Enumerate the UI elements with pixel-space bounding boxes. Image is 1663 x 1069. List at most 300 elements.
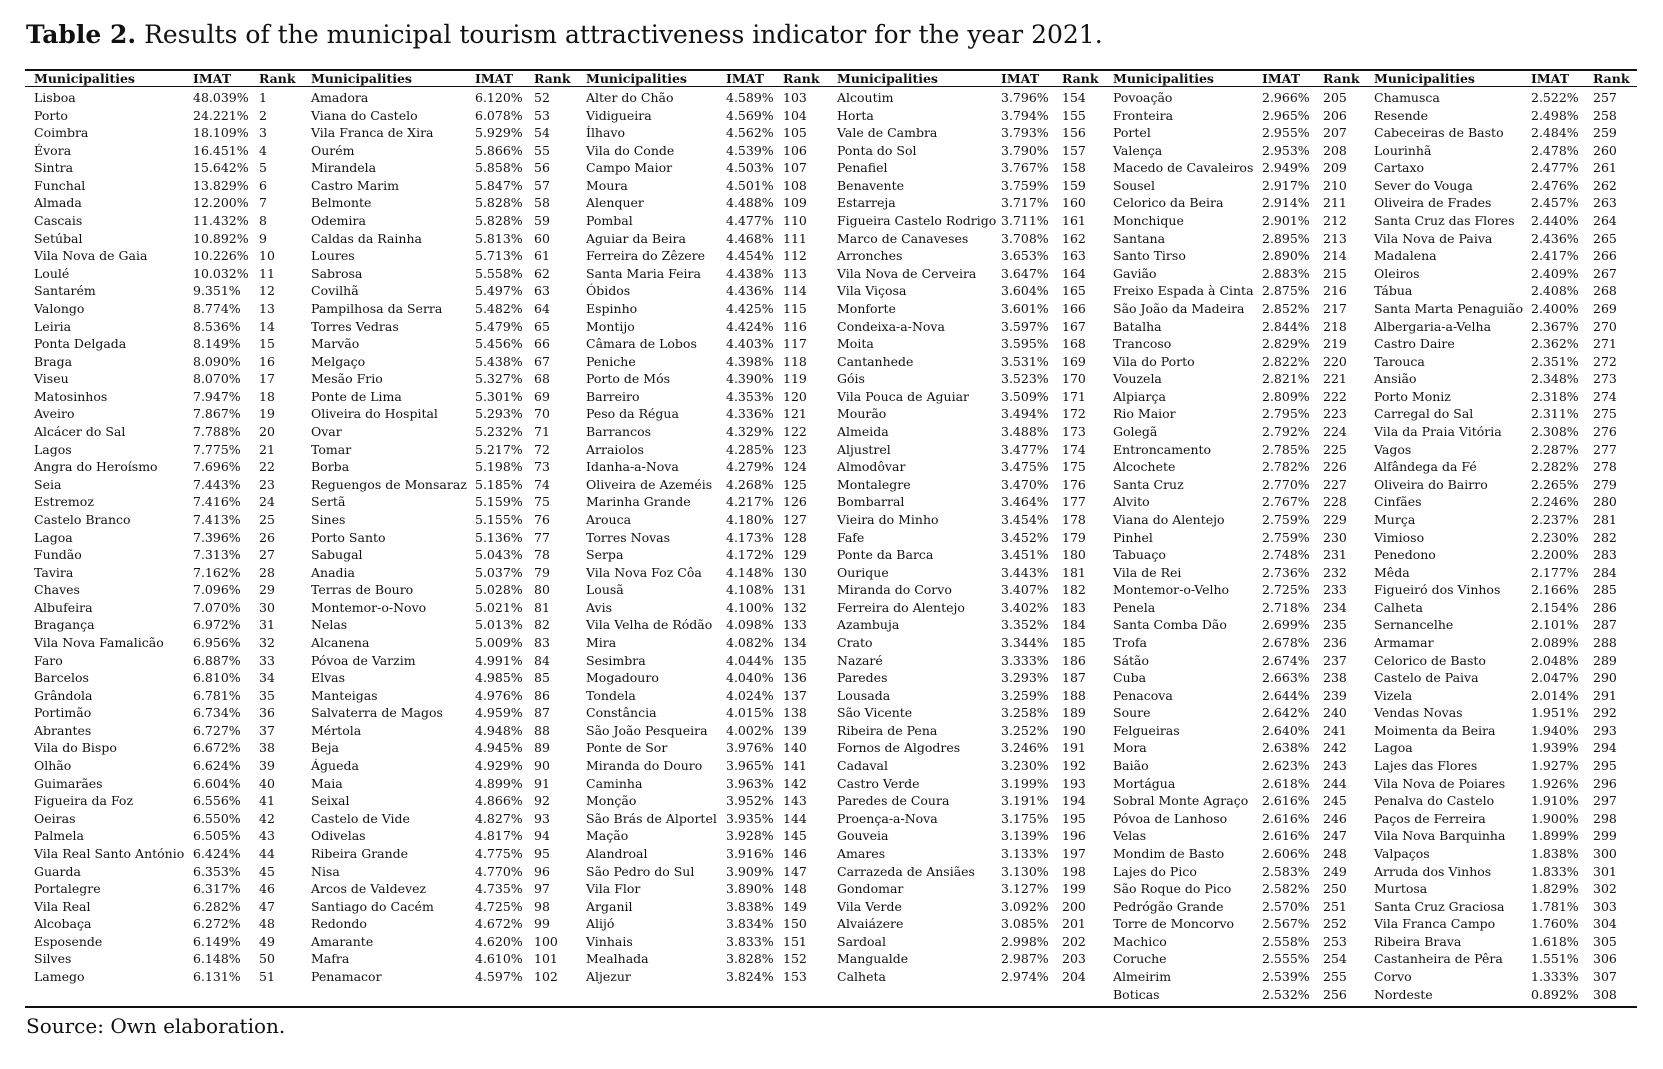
rank-cell: 196 <box>1062 828 1086 844</box>
rank-cell: 146 <box>783 845 807 861</box>
imat-cell: 4.817% <box>475 828 523 844</box>
rank-cell: 93 <box>534 810 550 826</box>
municipality-cell: Peniche <box>586 353 636 369</box>
imat-cell: 2.478% <box>1531 142 1579 158</box>
imat-cell: 3.711% <box>1001 213 1049 229</box>
rank-cell: 140 <box>783 740 807 756</box>
imat-cell: 6.353% <box>193 863 241 879</box>
imat-cell: 3.890% <box>726 881 774 897</box>
rank-cell: 179 <box>1062 529 1086 545</box>
imat-cell: 3.133% <box>1001 845 1049 861</box>
rank-cell: 125 <box>783 476 807 492</box>
rank-cell: 257 <box>1593 90 1617 105</box>
rank-cell: 268 <box>1593 283 1617 299</box>
municipality-cell: Figueira Castelo Rodrigo <box>837 213 997 229</box>
imat-cell: 6.120% <box>475 90 523 105</box>
imat-cell: 3.402% <box>1001 599 1049 615</box>
rank-cell: 70 <box>534 406 550 422</box>
municipality-cell: Alvaiázere <box>837 916 904 932</box>
imat-cell: 2.623% <box>1262 758 1310 774</box>
municipality-cell: Nelas <box>311 617 348 633</box>
municipality-cell: Viseu <box>34 371 69 387</box>
imat-cell: 5.327% <box>475 371 523 387</box>
rank-cell: 6 <box>259 177 267 193</box>
municipality-cell: Covilhã <box>311 283 359 299</box>
rank-cell: 95 <box>534 845 550 861</box>
municipality-cell: Miranda do Douro <box>586 758 703 774</box>
imat-cell: 3.647% <box>1001 265 1049 281</box>
imat-cell: 5.159% <box>475 494 523 510</box>
imat-cell: 4.985% <box>475 670 523 686</box>
municipality-cell: Alijó <box>586 916 615 932</box>
imat-cell: 6.282% <box>193 898 241 914</box>
rank-cell: 104 <box>783 107 807 123</box>
rank-cell: 178 <box>1062 511 1086 527</box>
rank-cell: 16 <box>259 353 275 369</box>
imat-cell: 5.301% <box>475 388 523 404</box>
rank-cell: 298 <box>1593 810 1617 826</box>
imat-cell: 1.838% <box>1531 845 1579 861</box>
imat-cell: 5.828% <box>475 213 523 229</box>
rank-cell: 90 <box>534 758 550 774</box>
rank-cell: 242 <box>1323 740 1347 756</box>
municipality-cell: Vimioso <box>1374 529 1425 545</box>
municipality-cell: Alcobaça <box>34 916 92 932</box>
rank-cell: 48 <box>259 916 275 932</box>
imat-cell: 4.503% <box>726 160 774 176</box>
rank-cell: 128 <box>783 529 807 545</box>
imat-cell: 3.767% <box>1001 160 1049 176</box>
imat-cell: 2.014% <box>1531 687 1579 703</box>
rank-cell: 34 <box>259 670 275 686</box>
imat-cell: 4.108% <box>726 582 774 598</box>
municipality-cell: Porto Moniz <box>1374 388 1451 404</box>
rank-cell: 165 <box>1062 283 1086 299</box>
municipality-cell: Ovar <box>311 424 342 440</box>
rank-cell: 8 <box>259 213 267 229</box>
rank-cell: 286 <box>1593 599 1617 615</box>
municipality-cell: Sever do Vouga <box>1374 177 1473 193</box>
rank-cell: 155 <box>1062 107 1086 123</box>
rank-cell: 237 <box>1323 652 1347 668</box>
rank-cell: 236 <box>1323 634 1347 650</box>
municipality-cell: Melgaço <box>311 353 366 369</box>
municipality-cell: Fafe <box>837 529 865 545</box>
rank-cell: 197 <box>1062 845 1086 861</box>
imat-cell: 3.451% <box>1001 547 1049 563</box>
imat-cell: 6.734% <box>193 705 241 721</box>
rank-cell: 35 <box>259 687 275 703</box>
municipality-cell: Castelo Branco <box>34 511 131 527</box>
municipality-cell: Loulé <box>34 265 70 281</box>
rank-cell: 113 <box>783 265 807 281</box>
rank-cell: 215 <box>1323 265 1347 281</box>
imat-cell: 2.417% <box>1531 248 1579 264</box>
municipality-cell: Portel <box>1113 125 1151 141</box>
rank-cell: 107 <box>783 160 807 176</box>
imat-cell: 2.089% <box>1531 634 1579 650</box>
imat-cell: 3.494% <box>1001 406 1049 422</box>
imat-cell: 2.348% <box>1531 371 1579 387</box>
municipality-cell: Celorico da Beira <box>1113 195 1224 211</box>
rank-cell: 55 <box>534 142 550 158</box>
municipality-cell: Belmonte <box>311 195 372 211</box>
imat-cell: 2.644% <box>1262 687 1310 703</box>
rank-cell: 18 <box>259 388 275 404</box>
municipality-cell: Vieira do Minho <box>837 511 939 527</box>
table-caption <box>26 20 1103 50</box>
municipality-cell: Ferreira do Alentejo <box>837 599 965 615</box>
imat-cell: 2.177% <box>1531 564 1579 580</box>
municipality-cell: Ílhavo <box>586 125 626 141</box>
imat-cell: 3.952% <box>726 793 774 809</box>
rank-cell: 160 <box>1062 195 1086 211</box>
imat-cell: 2.638% <box>1262 740 1310 756</box>
municipality-cell: Serpa <box>586 547 624 563</box>
rank-cell: 118 <box>783 353 807 369</box>
column-header-municipality: Municipalities <box>311 71 412 86</box>
rank-cell: 53 <box>534 107 550 123</box>
imat-cell: 3.092% <box>1001 898 1049 914</box>
rank-cell: 157 <box>1062 142 1086 158</box>
rank-cell: 291 <box>1593 687 1617 703</box>
municipality-cell: Valença <box>1113 142 1163 158</box>
rank-cell: 231 <box>1323 547 1347 563</box>
imat-cell: 3.759% <box>1001 177 1049 193</box>
rank-cell: 167 <box>1062 318 1086 334</box>
imat-cell: 4.589% <box>726 90 774 105</box>
rank-cell: 161 <box>1062 213 1086 229</box>
municipality-cell: Amadora <box>311 90 369 105</box>
rank-cell: 84 <box>534 652 550 668</box>
imat-cell: 4.477% <box>726 213 774 229</box>
imat-cell: 4.424% <box>726 318 774 334</box>
municipality-cell: Porto <box>34 107 68 123</box>
municipality-cell: Proença-a-Nova <box>837 810 938 826</box>
imat-cell: 3.935% <box>726 810 774 826</box>
rank-cell: 133 <box>783 617 807 633</box>
municipality-cell: Golegã <box>1113 424 1158 440</box>
rank-cell: 256 <box>1323 986 1347 1002</box>
municipality-cell: São Roque do Pico <box>1113 881 1232 897</box>
imat-cell: 4.620% <box>475 933 523 949</box>
rank-cell: 204 <box>1062 969 1086 984</box>
municipality-cell: Odemira <box>311 213 366 229</box>
imat-cell: 6.149% <box>193 933 241 949</box>
imat-cell: 2.966% <box>1262 90 1310 105</box>
municipality-cell: Porto de Mós <box>586 371 671 387</box>
imat-cell: 5.929% <box>475 125 523 141</box>
rank-cell: 78 <box>534 547 550 563</box>
rank-cell: 217 <box>1323 300 1347 316</box>
rank-cell: 271 <box>1593 336 1617 352</box>
rank-cell: 144 <box>783 810 807 826</box>
imat-cell: 2.246% <box>1531 494 1579 510</box>
municipality-cell: Faro <box>34 652 63 668</box>
rank-cell: 238 <box>1323 670 1347 686</box>
municipality-cell: Vidigueira <box>586 107 652 123</box>
imat-cell: 6.556% <box>193 793 241 809</box>
rank-cell: 129 <box>783 547 807 563</box>
rank-cell: 307 <box>1593 969 1617 984</box>
municipality-cell: Tarouca <box>1374 353 1425 369</box>
imat-cell: 3.824% <box>726 969 774 984</box>
imat-cell: 3.604% <box>1001 283 1049 299</box>
municipality-cell: Mêda <box>1374 564 1410 580</box>
municipality-cell: Leiria <box>34 318 72 334</box>
imat-cell: 4.945% <box>475 740 523 756</box>
column-header-rank: Rank <box>1323 71 1360 86</box>
imat-cell: 2.498% <box>1531 107 1579 123</box>
municipality-cell: Vila Nova de Paiva <box>1374 230 1493 246</box>
rank-cell: 23 <box>259 476 275 492</box>
rank-cell: 248 <box>1323 845 1347 861</box>
imat-cell: 2.974% <box>1001 969 1049 984</box>
rank-cell: 145 <box>783 828 807 844</box>
municipality-cell: Marvão <box>311 336 360 352</box>
rank-cell: 142 <box>783 775 807 791</box>
rank-cell: 63 <box>534 283 550 299</box>
rank-cell: 233 <box>1323 582 1347 598</box>
rank-cell: 294 <box>1593 740 1617 756</box>
rank-cell: 114 <box>783 283 807 299</box>
imat-cell: 2.570% <box>1262 898 1310 914</box>
imat-cell: 4.015% <box>726 705 774 721</box>
rank-cell: 280 <box>1593 494 1617 510</box>
municipality-cell: Viana do Castelo <box>311 107 418 123</box>
municipality-cell: Barreiro <box>586 388 640 404</box>
imat-cell: 5.858% <box>475 160 523 176</box>
rank-cell: 278 <box>1593 459 1617 475</box>
imat-cell: 3.976% <box>726 740 774 756</box>
rank-cell: 111 <box>783 230 807 246</box>
municipality-cell: Bombarral <box>837 494 905 510</box>
rank-cell: 46 <box>259 881 275 897</box>
rank-cell: 64 <box>534 300 550 316</box>
imat-cell: 4.002% <box>726 722 774 738</box>
municipality-cell: Ponte da Barca <box>837 547 934 563</box>
imat-cell: 2.555% <box>1262 951 1310 967</box>
imat-cell: 2.318% <box>1531 388 1579 404</box>
imat-cell: 2.230% <box>1531 529 1579 545</box>
imat-cell: 3.523% <box>1001 371 1049 387</box>
rank-cell: 100 <box>534 933 558 949</box>
rank-cell: 38 <box>259 740 275 756</box>
municipality-cell: Sardoal <box>837 933 886 949</box>
municipality-cell: Peso da Régua <box>586 406 679 422</box>
municipality-cell: Vila Verde <box>837 898 902 914</box>
municipality-cell: Corvo <box>1374 969 1412 984</box>
rank-cell: 74 <box>534 476 550 492</box>
imat-cell: 4.268% <box>726 476 774 492</box>
municipality-cell: Caldas da Rainha <box>311 230 422 246</box>
imat-cell: 2.522% <box>1531 90 1579 105</box>
imat-cell: 4.725% <box>475 898 523 914</box>
imat-cell: 2.616% <box>1262 810 1310 826</box>
rank-cell: 60 <box>534 230 550 246</box>
municipality-cell: Figueiró dos Vinhos <box>1374 582 1501 598</box>
imat-cell: 4.468% <box>726 230 774 246</box>
imat-cell: 3.717% <box>1001 195 1049 211</box>
imat-cell: 3.790% <box>1001 142 1049 158</box>
municipality-cell: Alpiarça <box>1113 388 1166 404</box>
rank-cell: 57 <box>534 177 550 193</box>
imat-cell: 3.963% <box>726 775 774 791</box>
column-header-imat: IMAT <box>726 71 765 86</box>
imat-cell: 5.155% <box>475 511 523 527</box>
table-header-rule <box>25 86 1637 87</box>
municipality-cell: Barrancos <box>586 424 652 440</box>
imat-cell: 5.813% <box>475 230 523 246</box>
municipality-cell: Paços de Ferreira <box>1374 810 1486 826</box>
municipality-cell: Vagos <box>1374 441 1412 457</box>
imat-cell: 3.139% <box>1001 828 1049 844</box>
rank-cell: 108 <box>783 177 807 193</box>
rank-cell: 185 <box>1062 634 1086 650</box>
imat-cell: 1.927% <box>1531 758 1579 774</box>
imat-cell: 3.833% <box>726 933 774 949</box>
rank-cell: 189 <box>1062 705 1086 721</box>
imat-cell: 5.293% <box>475 406 523 422</box>
imat-cell: 8.149% <box>193 336 241 352</box>
municipality-cell: Lourinhã <box>1374 142 1432 158</box>
rank-cell: 67 <box>534 353 550 369</box>
imat-cell: 4.597% <box>475 969 523 984</box>
municipality-cell: Penedono <box>1374 547 1436 563</box>
rank-cell: 218 <box>1323 318 1347 334</box>
imat-cell: 5.482% <box>475 300 523 316</box>
imat-cell: 4.044% <box>726 652 774 668</box>
municipality-cell: Olhão <box>34 758 72 774</box>
imat-cell: 2.782% <box>1262 459 1310 475</box>
municipality-cell: Mira <box>586 634 617 650</box>
imat-cell: 6.131% <box>193 969 241 984</box>
rank-cell: 202 <box>1062 933 1086 949</box>
rank-cell: 32 <box>259 634 275 650</box>
column-header-rank: Rank <box>534 71 571 86</box>
rank-cell: 174 <box>1062 441 1086 457</box>
municipality-cell: Fundão <box>34 547 82 563</box>
rank-cell: 85 <box>534 670 550 686</box>
imat-cell: 2.965% <box>1262 107 1310 123</box>
imat-cell: 3.477% <box>1001 441 1049 457</box>
rank-cell: 210 <box>1323 177 1347 193</box>
municipality-cell: Aljustrel <box>837 441 891 457</box>
municipality-cell: Barcelos <box>34 670 89 686</box>
rank-cell: 208 <box>1323 142 1347 158</box>
rank-cell: 124 <box>783 459 807 475</box>
imat-cell: 3.928% <box>726 828 774 844</box>
rank-cell: 207 <box>1323 125 1347 141</box>
municipality-cell: Mangualde <box>837 951 909 967</box>
table-bottom-rule <box>25 1006 1637 1008</box>
imat-cell: 3.916% <box>726 845 774 861</box>
municipality-cell: Abrantes <box>34 722 92 738</box>
municipality-cell: Penamacor <box>311 969 382 984</box>
imat-cell: 2.282% <box>1531 459 1579 475</box>
municipality-cell: Resende <box>1374 107 1429 123</box>
rank-cell: 44 <box>259 845 275 861</box>
imat-cell: 9.351% <box>193 283 241 299</box>
imat-cell: 7.413% <box>193 511 241 527</box>
municipality-cell: Anadia <box>311 564 355 580</box>
imat-cell: 1.926% <box>1531 775 1579 791</box>
municipality-cell: Portimão <box>34 705 92 721</box>
municipality-cell: Sabrosa <box>311 265 363 281</box>
municipality-cell: Vendas Novas <box>1374 705 1463 721</box>
imat-cell: 13.829% <box>193 177 249 193</box>
imat-cell: 2.616% <box>1262 793 1310 809</box>
imat-cell: 3.352% <box>1001 617 1049 633</box>
imat-cell: 3.246% <box>1001 740 1049 756</box>
municipality-cell: Arcos de Valdevez <box>311 881 427 897</box>
municipality-cell: Pinhel <box>1113 529 1153 545</box>
rank-cell: 274 <box>1593 388 1617 404</box>
column-header-imat: IMAT <box>1001 71 1040 86</box>
municipality-cell: Mafra <box>311 951 350 967</box>
rank-cell: 183 <box>1062 599 1086 615</box>
imat-cell: 2.047% <box>1531 670 1579 686</box>
municipality-cell: Boticas <box>1113 986 1160 1002</box>
rank-cell: 255 <box>1323 969 1347 984</box>
municipality-cell: Esposende <box>34 933 103 949</box>
imat-cell: 5.558% <box>475 265 523 281</box>
municipality-cell: Câmara de Lobos <box>586 336 697 352</box>
imat-cell: 2.883% <box>1262 265 1310 281</box>
imat-cell: 2.792% <box>1262 424 1310 440</box>
rank-cell: 79 <box>534 564 550 580</box>
rank-cell: 295 <box>1593 758 1617 774</box>
rank-cell: 83 <box>534 634 550 650</box>
municipality-cell: Vinhais <box>586 933 633 949</box>
imat-cell: 2.895% <box>1262 230 1310 246</box>
rank-cell: 168 <box>1062 336 1086 352</box>
imat-cell: 7.867% <box>193 406 241 422</box>
rank-cell: 137 <box>783 687 807 703</box>
imat-cell: 2.987% <box>1001 951 1049 967</box>
rank-cell: 42 <box>259 810 275 826</box>
imat-cell: 2.308% <box>1531 424 1579 440</box>
municipality-cell: Tavira <box>34 564 74 580</box>
imat-cell: 4.024% <box>726 687 774 703</box>
column-header-imat: IMAT <box>193 71 232 86</box>
rank-cell: 59 <box>534 213 550 229</box>
rank-cell: 308 <box>1593 986 1617 1002</box>
municipality-cell: Sintra <box>34 160 74 176</box>
rank-cell: 239 <box>1323 687 1347 703</box>
municipality-cell: Vila Real Santo António <box>34 845 185 861</box>
municipality-cell: Funchal <box>34 177 86 193</box>
municipality-cell: Torre de Moncorvo <box>1113 916 1235 932</box>
municipality-cell: Soure <box>1113 705 1151 721</box>
rank-cell: 61 <box>534 248 550 264</box>
municipality-cell: Guarda <box>34 863 81 879</box>
imat-cell: 4.735% <box>475 881 523 897</box>
municipality-cell: São Vicente <box>837 705 913 721</box>
imat-cell: 6.424% <box>193 845 241 861</box>
rank-cell: 7 <box>259 195 267 211</box>
imat-cell: 2.400% <box>1531 300 1579 316</box>
column-header-municipality: Municipalities <box>837 71 938 86</box>
rank-cell: 88 <box>534 722 550 738</box>
rank-cell: 222 <box>1323 388 1347 404</box>
rank-cell: 282 <box>1593 529 1617 545</box>
municipality-cell: Beja <box>311 740 339 756</box>
imat-cell: 5.828% <box>475 195 523 211</box>
municipality-cell: Crato <box>837 634 873 650</box>
imat-cell: 2.558% <box>1262 933 1310 949</box>
imat-cell: 1.900% <box>1531 810 1579 826</box>
